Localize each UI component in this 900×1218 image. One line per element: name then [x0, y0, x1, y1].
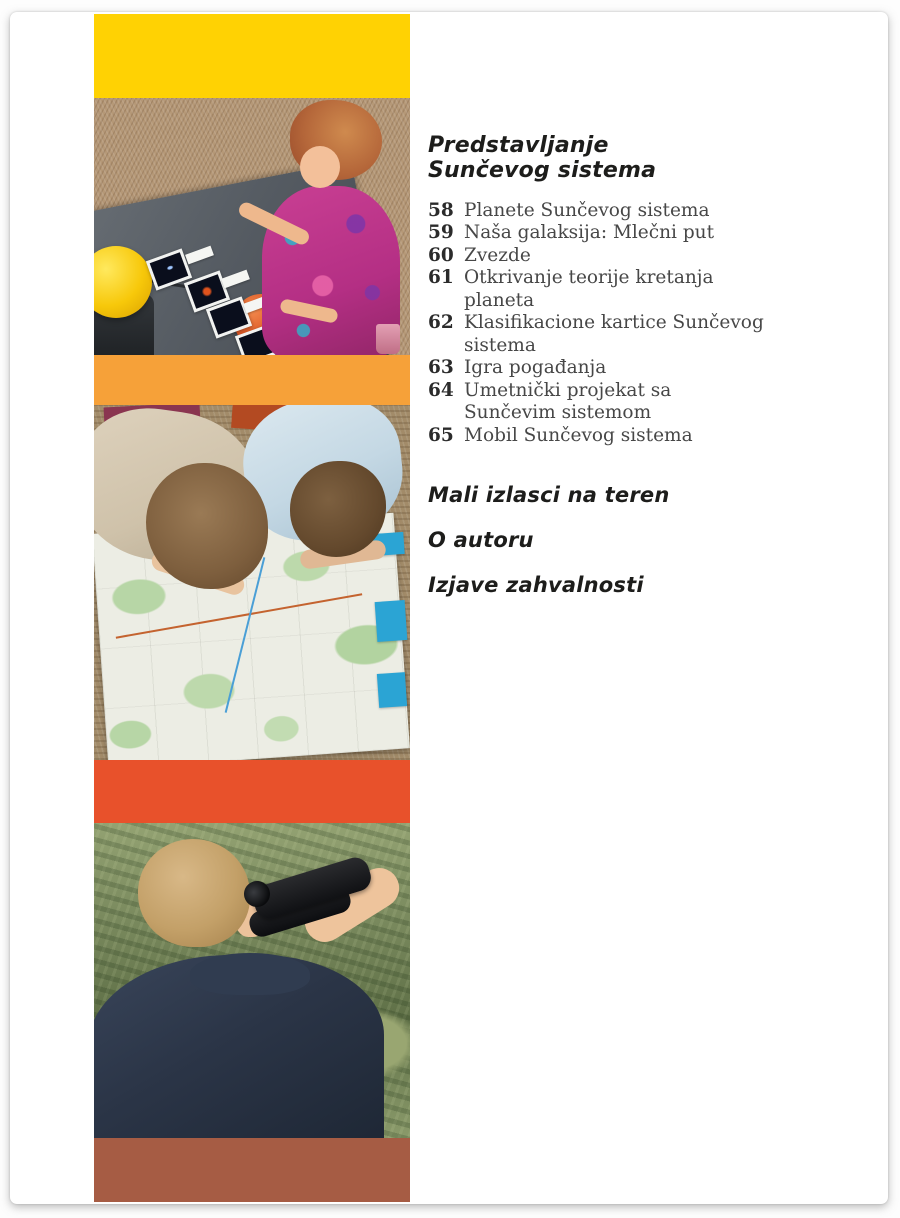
section-heading: Predstavljanje Sunčevog sistema	[428, 133, 657, 183]
toc-entry	[428, 245, 768, 268]
toc-entry-title: Zvezde	[464, 244, 531, 266]
toc-page-number: 65	[428, 424, 454, 446]
toc-list	[428, 200, 768, 448]
toc-page-number: 58	[428, 199, 454, 221]
pink-cup	[376, 324, 400, 354]
color-band-orange	[94, 355, 410, 405]
toc-page-number: 63	[428, 357, 454, 379]
photo-binoculars-outing	[94, 823, 410, 1138]
toc-page-number: 62	[428, 312, 454, 334]
photo-map-reading	[94, 405, 410, 760]
toc-entry	[428, 222, 768, 245]
toc-entry-title: Planete Sunčevog sistema	[464, 199, 710, 221]
jacket-collar	[190, 953, 310, 995]
toc-entry-title: Otkrivanje teorije kretanja planeta	[464, 267, 714, 311]
photo-column	[94, 14, 410, 1202]
section-link-about-author: O autoru	[428, 528, 534, 553]
photo-solar-system-activity	[94, 98, 410, 355]
toc-page-number: 60	[428, 244, 454, 266]
toc-entry-title: Klasifikacione kartice Sunčevog sistema	[464, 312, 764, 356]
color-band-brown	[94, 1138, 410, 1202]
color-band-vermillion	[94, 760, 410, 823]
toc-entry	[428, 357, 768, 380]
toc-entry-title: Mobil Sunčevog sistema	[464, 424, 693, 446]
map-cover-card	[375, 600, 408, 642]
book-page	[10, 12, 888, 1204]
boy-hair	[138, 839, 250, 947]
color-band-yellow	[94, 14, 410, 98]
toc-entry-title: Naša galaksija: Mlečni put	[464, 222, 715, 244]
toc-column	[428, 134, 768, 597]
toc-entry	[428, 380, 768, 425]
toc-page-number: 61	[428, 267, 454, 289]
toc-page-number: 64	[428, 379, 454, 401]
toc-page-number: 59	[428, 222, 454, 244]
toc-entry-title: Umetnički projekat sa Sunčevim sistemom	[464, 379, 672, 424]
map-cover-card	[377, 672, 407, 708]
toc-entry	[428, 312, 768, 357]
toc-entry-title: Igra pogađanja	[464, 357, 607, 379]
toc-entry	[428, 267, 768, 312]
girl-face	[300, 146, 340, 188]
toc-entry	[428, 200, 768, 223]
section-link-field-trips: Mali izlasci na teren	[428, 483, 670, 508]
section-link-acknowledgements: Izjave zahvalnosti	[428, 573, 644, 598]
toc-entry	[428, 425, 768, 448]
